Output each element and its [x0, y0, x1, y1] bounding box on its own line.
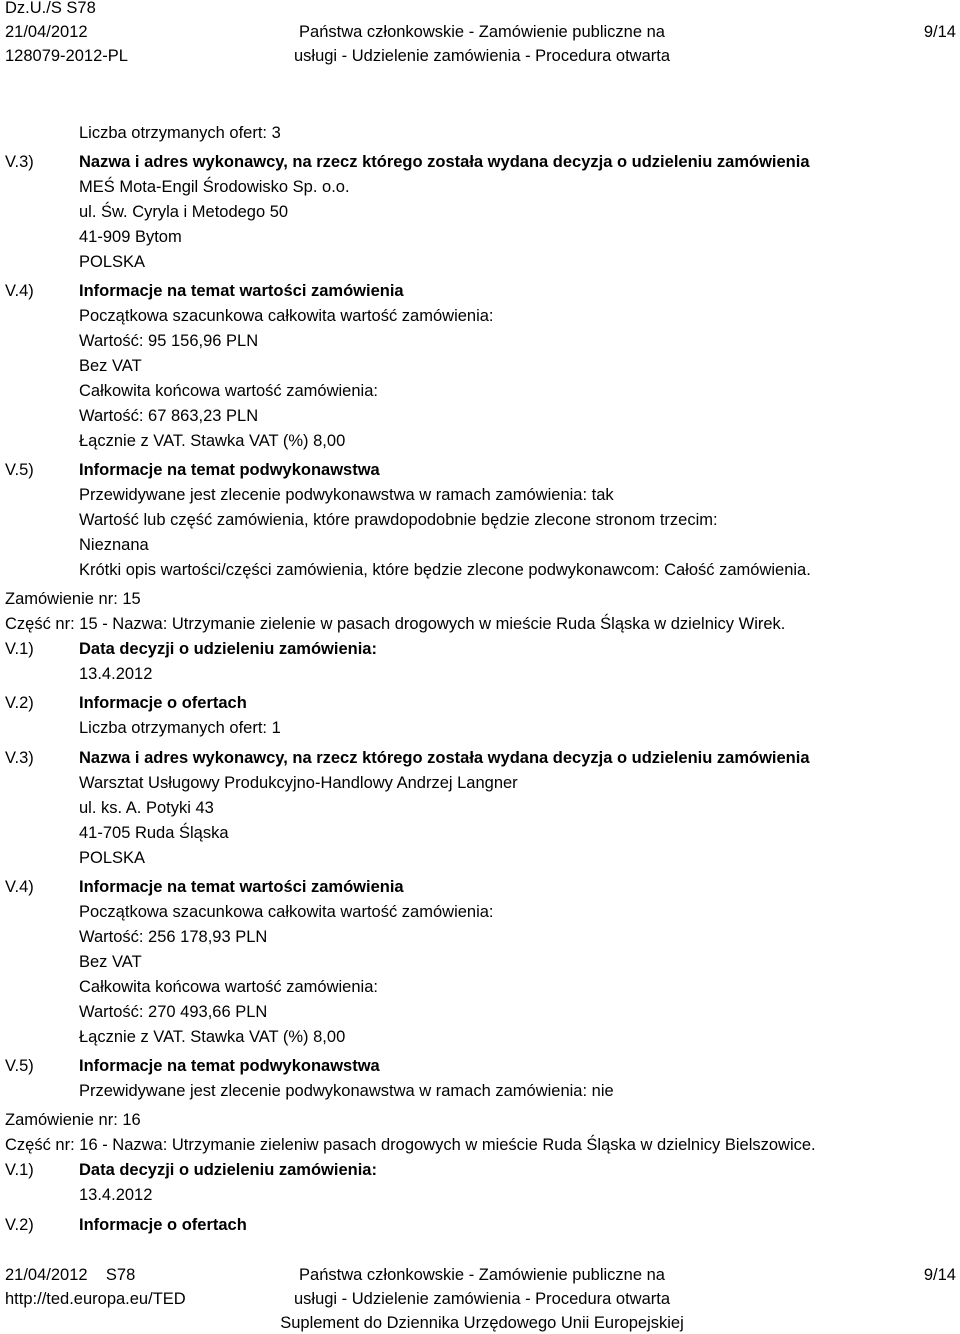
- section-label-v5: V.5): [5, 461, 34, 479]
- contractor-city: 41-909 Bytom: [79, 228, 182, 246]
- decision-date: 13.4.2012: [79, 1186, 153, 1204]
- contractor-street: ul. Św. Cyryla i Metodego 50: [79, 203, 289, 221]
- value-line: Początkowa szacunkowa całkowita wartość zamówienia:: [79, 903, 494, 921]
- header-title-line2: usługi - Udzielenie zamówienia - Procedura otwarta: [293, 47, 670, 65]
- subcontract-line: Przewidywane jest zlecenie podwykonawstwa w ramach zamówienia: nie: [79, 1082, 614, 1100]
- order-part: Część nr: 15 - Nazwa: Utrzymanie zielenie w pasach drogowych w mieście Ruda Śląska w dzielnicy Wirek.: [5, 615, 786, 633]
- contractor-country: POLSKA: [79, 849, 146, 867]
- value-line: Wartość: 95 156,96 PLN: [79, 332, 259, 350]
- subcontract-heading: Informacje na temat podwykonawstwa: [79, 461, 380, 479]
- value-line: Całkowita końcowa wartość zamówienia:: [79, 978, 378, 996]
- value-line: Łącznie z VAT. Stawka VAT (%) 8,00: [79, 432, 346, 450]
- contractor-heading: Nazwa i adres wykonawcy, na rzecz którego została wydana decyzja o udzieleniu zamówienia: [79, 749, 810, 767]
- section-label-v4: V.4): [5, 282, 34, 300]
- subcontract-line: Nieznana: [79, 536, 149, 554]
- contractor-name: MEŚ Mota-Engil Środowisko Sp. o.o.: [79, 178, 350, 196]
- subcontract-line: Wartość lub część zamówienia, które prawdopodobnie będzie zlecone stronom trzecim:: [79, 511, 718, 529]
- contractor-heading: Nazwa i adres wykonawcy, na rzecz którego została wydana decyzja o udzieleniu zamówienia: [79, 153, 810, 171]
- header-title-line1: Państwa członkowskie - Zamówienie publiczne na: [299, 23, 665, 41]
- page-footer: [0, 1262, 960, 1334]
- section-label-v2: V.2): [5, 694, 34, 712]
- section-label-v4: V.4): [5, 878, 34, 896]
- footer-title-line2: usługi - Udzielenie zamówienia - Procedura otwarta: [293, 1290, 670, 1308]
- decision-date: 13.4.2012: [79, 665, 153, 683]
- subcontract-line: Krótki opis wartości/części zamówienia, które będzie zlecone podwykonawcom: Całość zamówienia.: [79, 561, 811, 579]
- header-page-number: 9/14: [923, 23, 956, 41]
- footer-title-line3: Suplement do Dziennika Urzędowego Unii Europejskiej: [280, 1314, 684, 1332]
- section-label-v1: V.1): [5, 1161, 34, 1179]
- offers-count: Liczba otrzymanych ofert: 1: [79, 719, 281, 737]
- value-line: Wartość: 270 493,66 PLN: [79, 1003, 268, 1021]
- value-line: Całkowita końcowa wartość zamówienia:: [79, 382, 378, 400]
- journal-ref: Dz.U./S S78: [5, 0, 96, 17]
- subcontract-line: Przewidywane jest zlecenie podwykonawstwa w ramach zamówienia: tak: [79, 486, 614, 504]
- section-label-v2: V.2): [5, 1216, 34, 1234]
- value-line: Bez VAT: [79, 357, 142, 375]
- offers-count: Liczba otrzymanych ofert: 3: [79, 124, 281, 142]
- order-number: Zamówienie nr: 15: [5, 590, 141, 608]
- value-line: Bez VAT: [79, 953, 142, 971]
- section-label-v3: V.3): [5, 749, 34, 767]
- value-line: Początkowa szacunkowa całkowita wartość zamówienia:: [79, 307, 494, 325]
- offers-heading: Informacje o ofertach: [79, 694, 247, 712]
- section-label-v1: V.1): [5, 640, 34, 658]
- page-header: [0, 0, 960, 70]
- contractor-country: POLSKA: [79, 253, 146, 271]
- order-number: Zamówienie nr: 16: [5, 1111, 141, 1129]
- section-label-v5: V.5): [5, 1057, 34, 1075]
- footer-date-series: 21/04/2012 S78: [5, 1266, 136, 1284]
- decision-date-heading: Data decyzji o udzieleniu zamówienia:: [79, 640, 377, 658]
- value-heading: Informacje na temat wartości zamówienia: [79, 878, 404, 896]
- order-part: Część nr: 16 - Nazwa: Utrzymanie zieleniw pasach drogowych w mieście Ruda Śląska w dzielnicy Bielszowice.: [5, 1136, 816, 1154]
- footer-url: http://ted.europa.eu/TED: [5, 1290, 186, 1308]
- decision-date-heading: Data decyzji o udzieleniu zamówienia:: [79, 1161, 377, 1179]
- subcontract-heading: Informacje na temat podwykonawstwa: [79, 1057, 380, 1075]
- value-line: Wartość: 67 863,23 PLN: [79, 407, 259, 425]
- contractor-name: Warsztat Usługowy Produkcyjno-Handlowy Andrzej Langner: [79, 774, 518, 792]
- footer-page-number: 9/14: [923, 1266, 956, 1284]
- value-line: Wartość: 256 178,93 PLN: [79, 928, 268, 946]
- contractor-street: ul. ks. A. Potyki 43: [79, 799, 214, 817]
- contractor-city: 41-705 Ruda Śląska: [79, 824, 229, 842]
- offers-heading: Informacje o ofertach: [79, 1216, 247, 1234]
- section-label-v3: V.3): [5, 153, 34, 171]
- doc-id: 128079-2012-PL: [5, 47, 128, 65]
- value-line: Łącznie z VAT. Stawka VAT (%) 8,00: [79, 1028, 346, 1046]
- value-heading: Informacje na temat wartości zamówienia: [79, 282, 404, 300]
- header-date: 21/04/2012: [5, 23, 88, 41]
- footer-title-line1: Państwa członkowskie - Zamówienie publiczne na: [299, 1266, 665, 1284]
